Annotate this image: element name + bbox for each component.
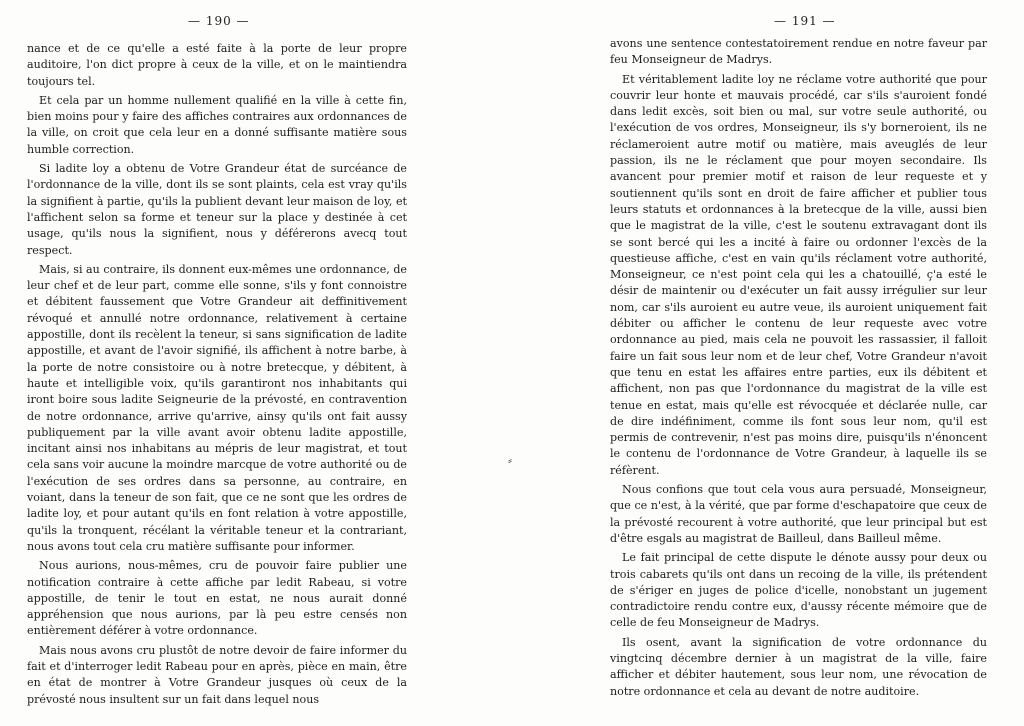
page-text [27, 41, 407, 711]
paragraph: Mais, si au contraire, ils donnent eux-mêmes une ordonnance, de leur chef et de leur part, comme elle sonne, s'ils y font connoistre et débitent faussement que Votre Grandeur ait deffinitivement révoqué et annullé notre ordonnance, relativement à certaine appostille, dont ils recèlent la teneur, si sans signification de ladite appostille, et avant de l'avoir signifié, ils affichent à notre barbe, à la porte de notre consistoire ou à notre bretecque, y débitent, à haute et intelligible voix, qu'ils garantiront nos inhabitants qui iront boire sous ladite Seigneurie de la prévosté, en contravention de notre ordonnance, arrive qu'arrive, ainsy qu'ils ont fait aussy publiquement par la ville avant avoir obtenu ladite appostille, incitant ainsi nos inhabitans au mépris de leur magistrat, et tout cela sans voir aucune la moindre marcque de votre authorité ou de l'exécution de ses ordres dans sa personne, au contraire, en voiant, dans la teneur de son fait, que ce ne sont que les ordres de ladite loy, et pour autant qu'ils en font relation à votre appostille, qu'ils la tronquent, récélant la véritable teneur et la contrariant, nous avons tout cela cru matière suffisante pour informer. [27, 262, 407, 553]
paragraph: Et cela par un homme nullement qualifié en la ville à cette fin, bien moins pour y faire des affiches contraires aux ordonnances de la ville, on croit que cela leur en a donné suffisante matière sous humble correction. [27, 93, 407, 156]
page-number: — 191 — [774, 14, 836, 28]
page-number: — 190 — [188, 14, 250, 28]
paragraph: Ils osent, avant la signification de votre ordonnance du vingtcinq décembre dernier à un magistrat de la ville, faire afficher et débiter hautement, sous leur nom, une révocation de notre ordonnance et cela au devant de notre auditoire. [610, 635, 987, 698]
paragraph: avons une sentence contestatoirement rendue en notre faveur par feu Monseigneur de Madrys. [610, 37, 987, 67]
paragraph: Mais nous avons cru plustôt de notre devoir de faire informer du fait et d'interroger ledit Rabeau pour en après, pièce en main, être en état de montrer à Votre Grandeur jusques où ceux de la prévosté nous insultent sur un fait dans lequel nous [27, 643, 407, 706]
paragraph: Nous confions que tout cela vous aura persuadé, Monseigneur, que ce n'est, à la vérité, que par forme d'eschapatoire que ceux de la prévosté recourent à votre authorité, que leur principal but est d'être esgals au magistrat de Bailleul, dans Bailleul même. [610, 483, 987, 545]
paragraph: Et véritablement ladite loy ne réclame votre authorité que pour couvrir leur honte et mauvais procédé, car s'ils s'auroient fondé dans ledit excès, soit bien ou mal, sur votre seule authorité, ou l'exécution de vos ordres, Monseigneur, ils s'y borneroient, ils ne réclameroient autre motif ou matière, mais aveuglés de leur passion, ils ne le réclament que pour moyen secondaire. Ils avancent pour premier motif et raison de leur requeste et y soutiennent qu'ils sont en droit de faire afficher et publier tous leurs statuts et ordonnances à la bretecque de la ville, aussi bien que le magistrat de la ville, c'est le soutenu extravagant dont ils se sont bercé qui les a incité à faire ou ordonner l'excès de la questieuse affiche, c'est en vain qu'ils réclament votre authorité, Monseigneur, ce n'est point cela qui les a chatouillé, ç'a esté le désir de maintenir ou d'exécuter un fait aussy irrégulier sur leur nom, car s'ils auroient eu autre veue, ils auroient uniquement fait débiter ou afficher le contenu de leur requeste avec votre ordonnance au pied, mais cela ne pouvoit les rassassier, il falloit faire un fait sous leur nom et de leur chef, Votre Grandeur n'avoit que tenu en estat les affaires entre parties, eux ils débitent et affichent, non pas que l'ordonnance du magistrat de la ville est tenue en estat, mais qu'elle est révocquée et déclarée nulle, car de dire indéfiniment, comme ils font sous leur nom, qu'il est permis de contrevenir, n'est pas moins dire, puisqu'ils n'énoncent le contenu de l'ordonnance de Votre Grandeur, à laquelle ils se réfèrent. [610, 72, 987, 477]
right-page [512, 0, 1024, 726]
paragraph: Si ladite loy a obtenu de Votre Grandeur état de surcéance de l'ordonnance de la ville, dont ils se sont plaints, cela est vray qu'ils la signifient à partie, qu'ils la publient devant leur maison de loy, et l'affichent selon sa forme et teneur sur la place y destinée à cet usage, qu'ils nous la signifient, nous y déférerons avecq tout respect. [27, 162, 407, 257]
page-text [610, 36, 987, 703]
gutter-mark: ⸗ [508, 453, 512, 467]
paragraph: nance et de ce qu'elle a esté faite à la porte de leur propre auditoire, l'on dict propre à ceux de la ville, et on le maintiendra toujours tel. [27, 42, 407, 88]
paragraph: Nous aurions, nous-mêmes, cru de pouvoir faire publier une notification contraire à cette affiche par ledit Rabeau, si votre appostille, de tenir le tout en estat, ne nous aurait donné appréhension que nous aurions, par là peu estre censés non entièrement déférer à votre ordonnance. [27, 559, 407, 638]
paragraph: Le fait principal de cette dispute le dénote aussy pour deux ou trois cabarets qu'ils ont dans un recoing de la ville, ils prétendent de s'ériger en juges de police d'icelle, nonobstant un jugement contradictoire rendu contre eux, d'aussy récente mémoire que de celle de feu Monseigneur de Madrys. [610, 551, 987, 630]
